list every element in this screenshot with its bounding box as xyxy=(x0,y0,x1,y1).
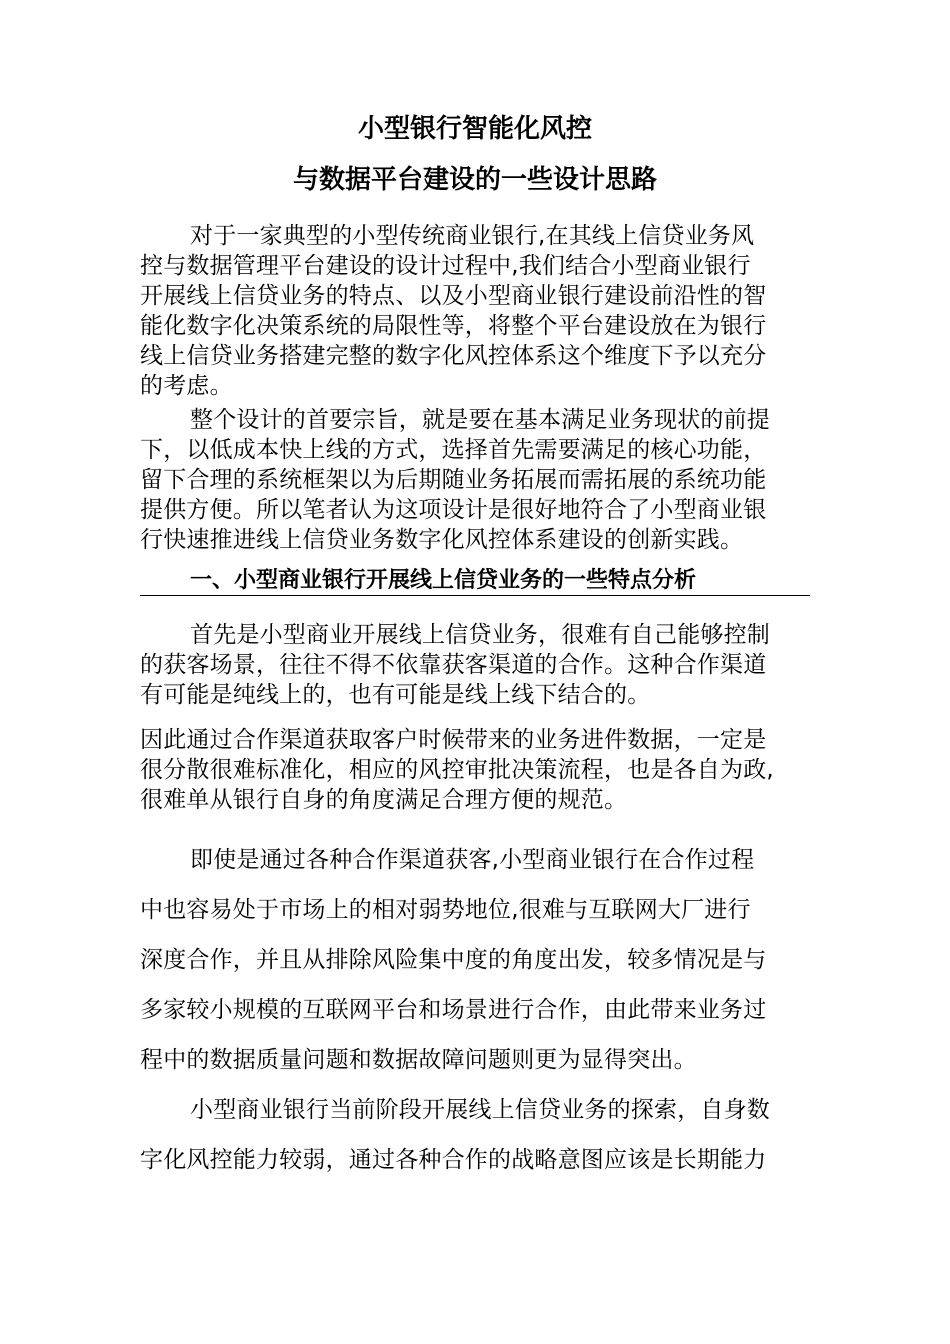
paragraph-line: 的考虑。 xyxy=(140,373,233,399)
paragraph-line: 行快速推进线上信贷业务数字化风控体系建设的创新实践。 xyxy=(140,527,744,553)
paragraph-line: 提供方便。所以笔者认为这项设计是很好地符合了小型商业银 xyxy=(140,497,767,523)
paragraph-line: 字化风控能力较弱，通过各种合作的战略意图应该是长期能力 xyxy=(140,1147,767,1173)
section-heading-text: 一、小型商业银行开展线上信贷业务的一些特点分析 xyxy=(190,568,697,593)
paragraph-3 xyxy=(140,620,810,710)
paragraph-line: 因此通过合作渠道获取客户时候带来的业务进件数据，一定是 xyxy=(140,727,767,753)
paragraph-line: 很分散很难标准化，相应的风控审批决策流程，也是各自为政, xyxy=(140,757,774,783)
paragraph-1 xyxy=(140,221,810,401)
paragraph-line: 深度合作，并且从排除风险集中度的角度出发，较多情况是与 xyxy=(140,947,767,973)
document-title-line-1: 小型银行智能化风控 xyxy=(357,114,592,144)
paragraph-4 xyxy=(140,725,810,815)
paragraph-line: 开展线上信贷业务的特点、以及小型商业银行建设前沿性的智 xyxy=(140,283,767,309)
paragraph-line: 能化数字化决策系统的局限性等，将整个平台建设放在为银行 xyxy=(140,313,767,339)
paragraph-line: 有可能是纯线上的，也有可能是线上线下结合的。 xyxy=(140,682,651,708)
document-title-line-2: 与数据平台建设的一些设计思路 xyxy=(292,165,657,195)
paragraph-line: 线上信贷业务搭建完整的数字化风控体系这个维度下予以充分 xyxy=(140,343,767,369)
paragraph-line: 整个设计的首要宗旨，就是要在基本满足业务现状的前提 xyxy=(190,407,770,433)
paragraph-line: 中也容易处于市场上的相对弱势地位,很难与互联网大厂进行 xyxy=(140,897,751,923)
paragraph-2 xyxy=(140,405,810,555)
paragraph-line: 下，以低成本快上线的方式，选择首先需要满足的核心功能， xyxy=(140,437,767,463)
section-heading-1 xyxy=(140,566,810,596)
paragraph-line: 很难单从银行自身的角度满足合理方便的规范。 xyxy=(140,787,628,813)
paragraph-6 xyxy=(140,1095,810,1195)
paragraph-line: 小型商业银行当前阶段开展线上信贷业务的探索，自身数 xyxy=(190,1097,770,1123)
paragraph-line: 首先是小型商业开展线上信贷业务，很难有自己能够控制 xyxy=(190,622,770,648)
paragraph-line: 的获客场景，往往不得不依靠获客渠道的合作。这种合作渠道 xyxy=(140,652,767,678)
paragraph-5 xyxy=(140,845,810,1095)
paragraph-line: 对于一家典型的小型传统商业银行,在其线上信贷业务风 xyxy=(190,223,755,249)
paragraph-line: 控与数据管理平台建设的设计过程中,我们结合小型商业银行 xyxy=(140,253,751,279)
paragraph-line: 即使是通过各种合作渠道获客,小型商业银行在合作过程 xyxy=(190,847,755,873)
paragraph-line: 多家较小规模的互联网平台和场景进行合作，由此带来业务过 xyxy=(140,997,767,1023)
paragraph-line: 程中的数据质量问题和数据故障问题则更为显得突出。 xyxy=(140,1047,697,1073)
paragraph-line: 留下合理的系统框架以为后期随业务拓展而需拓展的系统功能 xyxy=(140,467,767,493)
